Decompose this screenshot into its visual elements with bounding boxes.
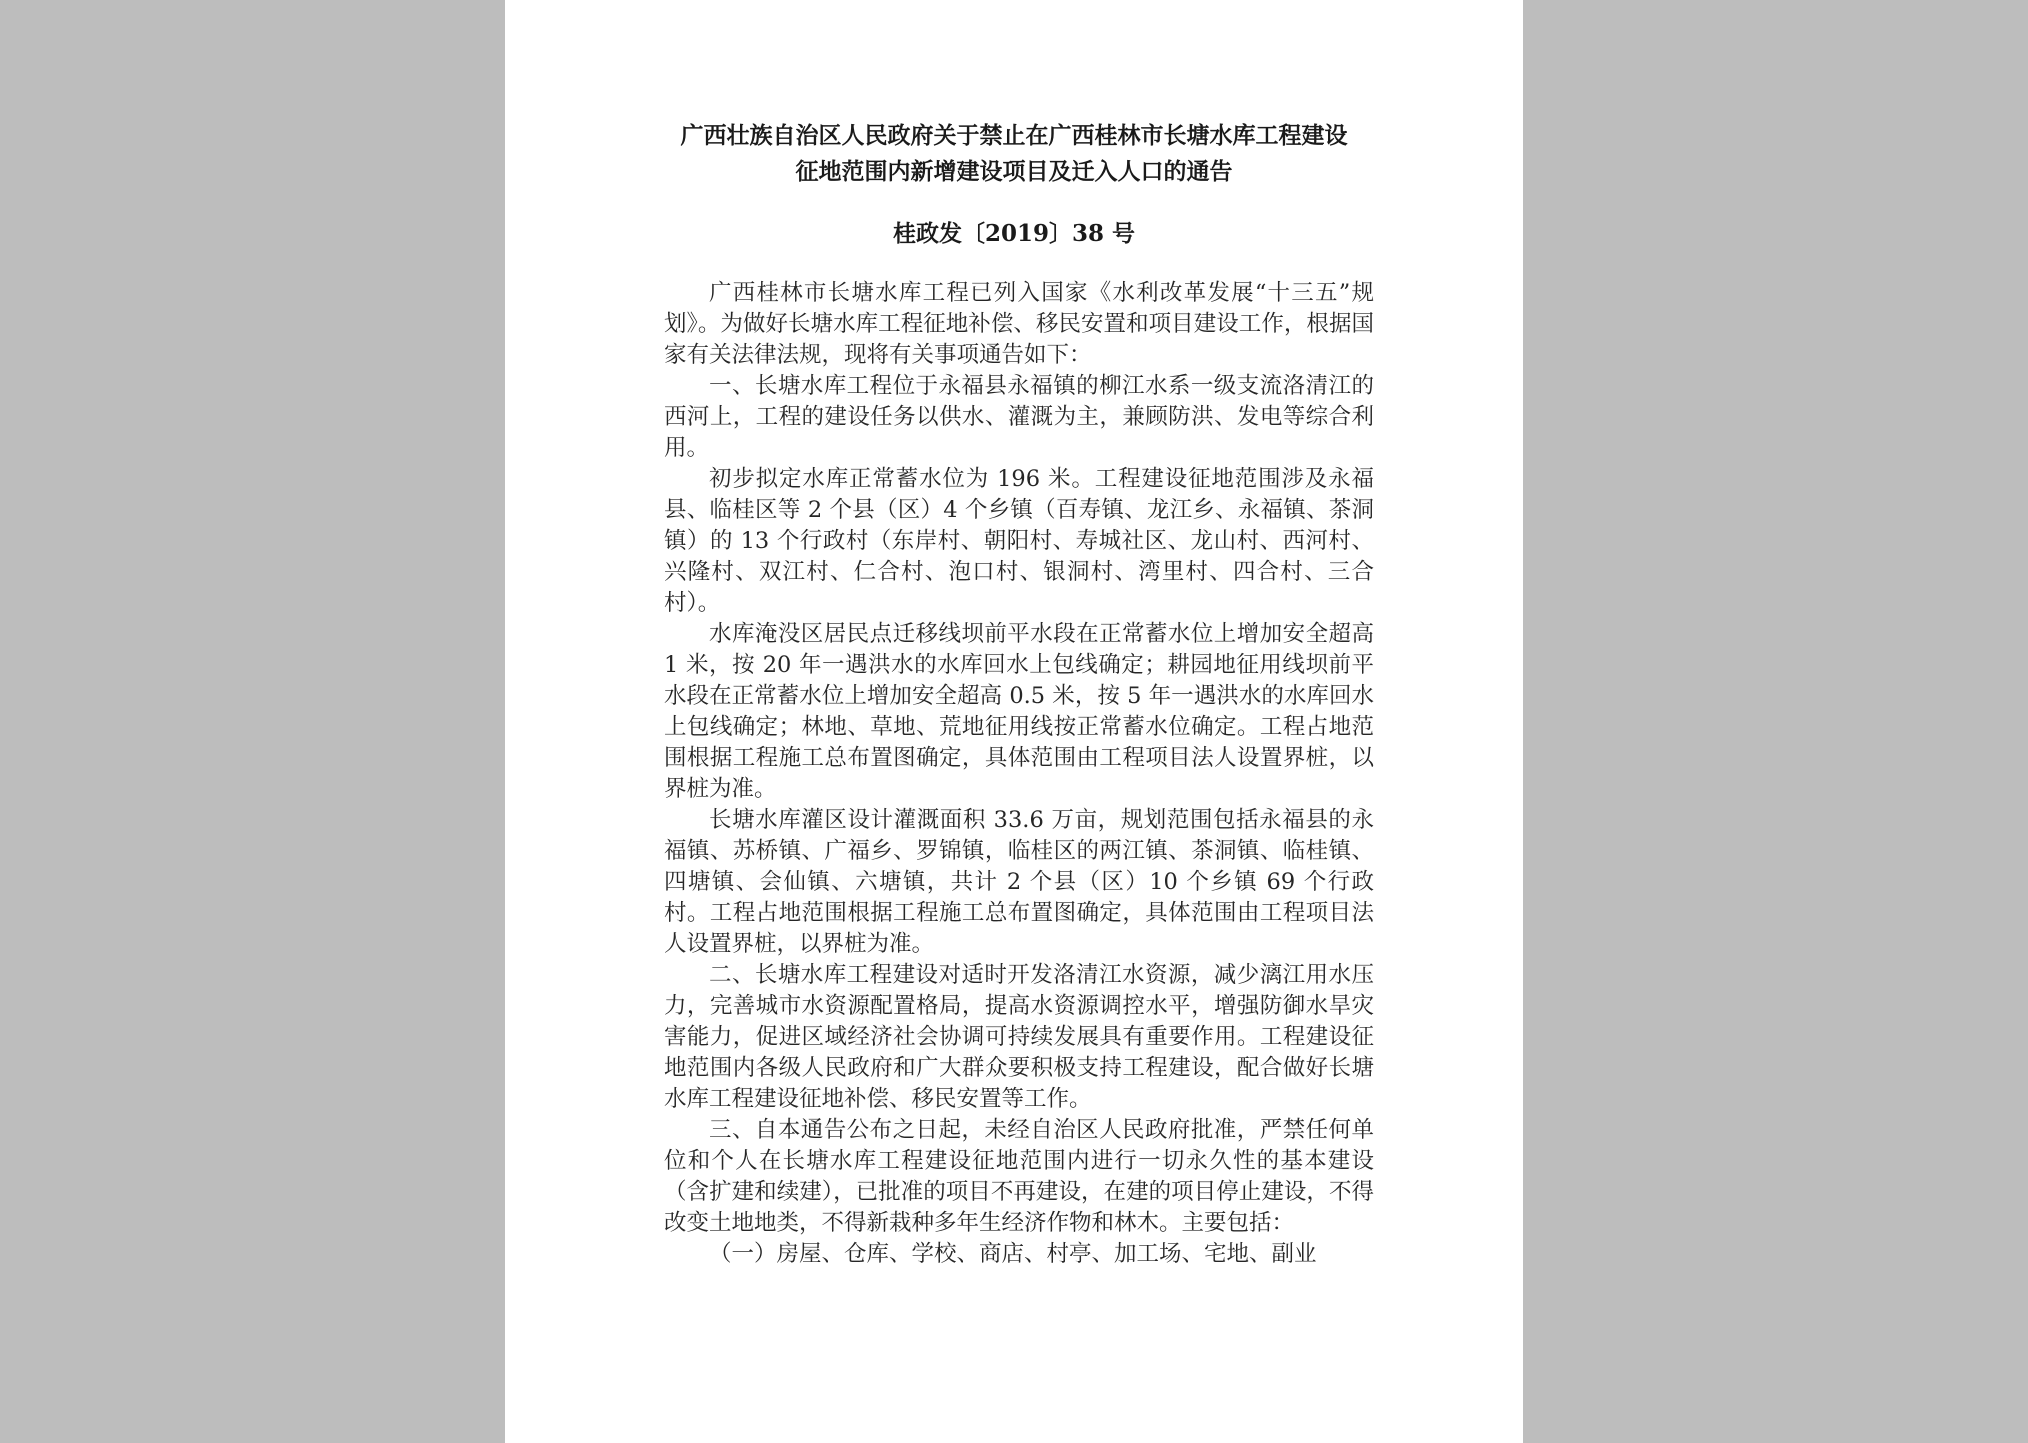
document-page (505, 0, 1523, 1443)
document-number: 桂政发〔2019〕38 号 (892, 220, 1136, 247)
paragraph: 广西桂林市长塘水库工程已列入国家《水利改革发展“十三五”规划》。为做好长塘水库工程征地补偿、移民安置和项目建设工作，根据国家有关法律法规，现将有关事项通告如下： (664, 280, 1374, 368)
title-line-1: 广西壮族自治区人民政府关于禁止在广西桂林市长塘水库工程建设 (680, 122, 1348, 149)
paragraph: 初步拟定水库正常蓄水位为 196 米。工程建设征地范围涉及永福县、临桂区等 2 个县（区）4 个乡镇（百寿镇、龙江乡、永福镇、茶洞镇）的 13 个行政村（东岸村、朝阳村、寿城社区、龙山村、西河村、兴隆村、双江村、仁合村、泡口村、银洞村、湾里村、四合村、三合村）。 (664, 466, 1374, 616)
document-title (505, 118, 1523, 190)
title-line-2: 征地范围内新增建设项目及迁入人口的通告 (795, 158, 1233, 185)
paragraph: （一）房屋、仓库、学校、商店、村亭、加工场、宅地、副业 (709, 1241, 1317, 1267)
paragraph: 长塘水库灌区设计灌溉面积 33.6 万亩，规划范围包括永福县的永福镇、苏桥镇、广福乡、罗锦镇，临桂区的两江镇、茶洞镇、临桂镇、四塘镇、会仙镇、六塘镇，共计 2 个县（区）10 个乡镇 69 个行政村。工程占地范围根据工程施工总布置图确定，具体范围由工程项目法人设置界桩，以界桩为准。 (664, 807, 1374, 957)
paragraph: 水库淹没区居民点迁移线坝前平水段在正常蓄水位上增加安全超高 1 米，按 20 年一遇洪水的水库回水上包线确定；耕园地征用线坝前平水段在正常蓄水位上增加安全超高 0.5 米，按 5 年一遇洪水的水库回水上包线确定；林地、草地、荒地征用线按正常蓄水位确定。工程占地范围根据工程施工总布置图确定，具体范围由工程项目法人设置界桩，以界桩为准。 (664, 621, 1374, 802)
paragraph: 一、长塘水库工程位于永福县永福镇的柳江水系一级支流洛清江的西河上，工程的建设任务以供水、灌溉为主，兼顾防洪、发电等综合利用。 (664, 373, 1374, 461)
paragraph: 二、长塘水库工程建设对适时开发洛清江水资源，减少漓江用水压力，完善城市水资源配置格局，提高水资源调控水平，增强防御水旱灾害能力，促进区域经济社会协调可持续发展具有重要作用。工程建设征地范围内各级人民政府和广大群众要积极支持工程建设，配合做好长塘水库工程建设征地补偿、移民安置等工作。 (664, 962, 1374, 1112)
document-body (664, 278, 1374, 1270)
paragraph: 三、自本通告公布之日起，未经自治区人民政府批准，严禁任何单位和个人在长塘水库工程建设征地范围内进行一切永久性的基本建设（含扩建和续建），已批准的项目不再建设，在建的项目停止建设，不得改变土地地类，不得新栽种多年生经济作物和林木。主要包括： (664, 1117, 1374, 1236)
